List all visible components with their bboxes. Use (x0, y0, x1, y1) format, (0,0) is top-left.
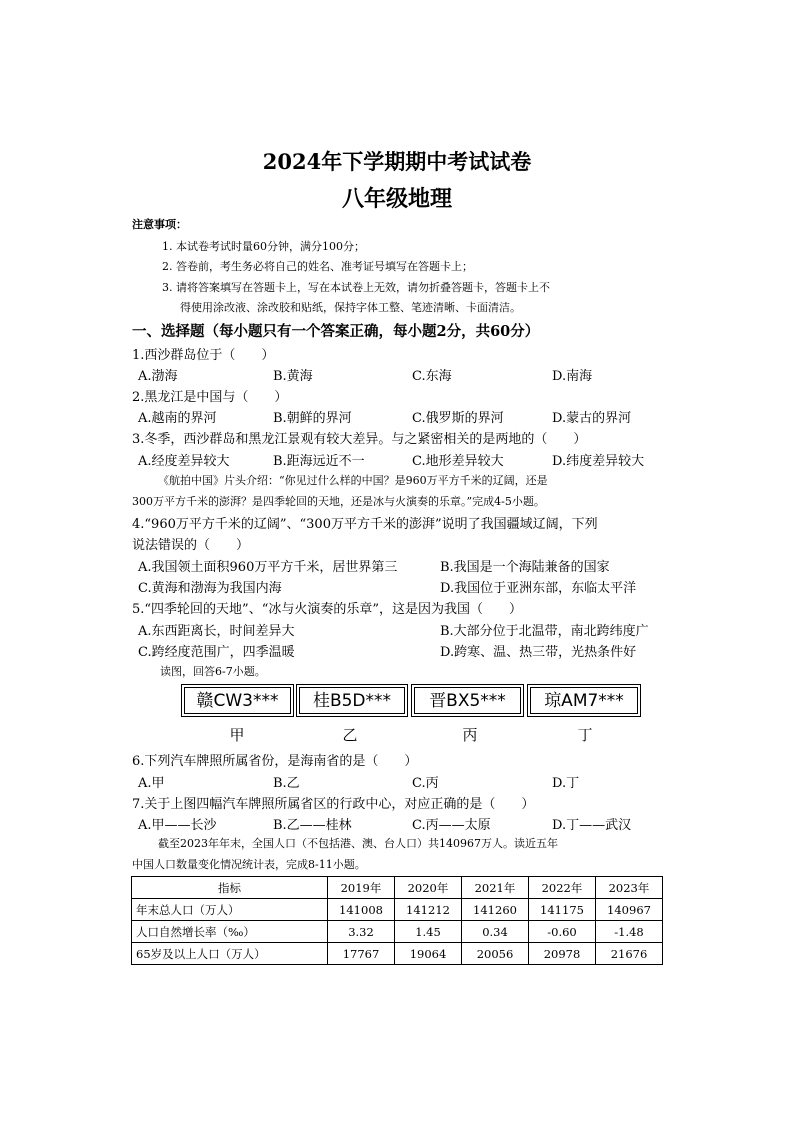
q2-option-c: C.俄罗斯的界河 (412, 411, 504, 426)
license-plate-yi-text: 桂B5D*** (299, 687, 405, 714)
q3-option-c: C.地形差异较大 (412, 454, 504, 469)
table-cell: 141008 (328, 899, 395, 921)
table-cell: 141212 (395, 899, 462, 921)
q4-stem-line-2: 说法错误的（ ） (132, 538, 250, 553)
q2-option-a: A.越南的界河 (138, 411, 217, 426)
q3-option-a: A.经度差异较大 (138, 454, 230, 469)
table-header-cell: 2022年 (529, 877, 596, 899)
notice-item-1: 1. 本试卷考试时量60分钟，满分100分； (162, 240, 365, 253)
q2-option-b: B.朝鲜的界河 (273, 411, 352, 426)
table-row (132, 921, 663, 943)
q3-stem: 3.冬季，西沙群岛和黑龙江景观有较大差异。与之紧密相关的是两地的（ ） (132, 432, 587, 447)
table-cell: 年末总人口（万人） (132, 899, 328, 921)
exam-title: 2024年下学期期中考试试卷 (262, 149, 532, 174)
license-plate-yi (296, 684, 408, 717)
q5-option-c: C.跨经度范围广，四季温暖 (138, 645, 295, 660)
q3-option-d: D.纬度差异较大 (552, 454, 645, 469)
section-title: 一、选择题（每小题只有一个答案正确，每小题2分，共60分） (132, 323, 540, 340)
q6-option-b: B.乙 (273, 776, 300, 791)
license-plate-ding (527, 684, 641, 717)
license-plate-ding-text: 琼AM7*** (530, 687, 638, 714)
q1-option-a: A.渤海 (138, 369, 178, 384)
q1-option-d: D.南海 (552, 369, 593, 384)
passage-2-line-2: 中国人口数量变化情况统计表，完成8-11小题。 (132, 858, 366, 871)
table-cell: 20978 (529, 943, 596, 965)
q2-stem: 2.黑龙江是中国与（ ） (132, 390, 288, 405)
q7-stem: 7.关于上图四幅汽车牌照所属省区的行政中心，对应正确的是（ ） (132, 797, 535, 812)
q4-option-c: C.黄海和渤海为我国内海 (138, 581, 282, 596)
table-cell: 人口自然增长率（‰） (132, 921, 328, 943)
plate-label-bing: 丙 (462, 726, 478, 744)
table-row (132, 899, 663, 921)
table-cell: 17767 (328, 943, 395, 965)
table-row (132, 943, 663, 965)
table-header-cell: 2019年 (328, 877, 395, 899)
passage-1-line-2: 300万平方千米的澎湃？是四季轮回的天地，还是冰与火演奏的乐章。”完成4-5小题。 (132, 495, 545, 508)
table-cell: -1.48 (596, 921, 663, 943)
q1-stem: 1.西沙群岛位于（ ） (132, 348, 275, 363)
q4-option-d: D.我国位于亚洲东部，东临太平洋 (440, 581, 637, 596)
license-plate-jia (181, 684, 294, 717)
q2-option-d: D.蒙古的界河 (552, 411, 632, 426)
notice-heading: 注意事项： (132, 218, 187, 231)
passage-1-line-1: 《航拍中国》片头介绍：“你见过什么样的中国？是960万平方千米的辽阔，还是 (158, 474, 548, 487)
plate-label-yi: 乙 (342, 726, 358, 744)
exam-subtitle: 八年级地理 (341, 186, 452, 212)
q5-option-b: B.大部分位于北温带，南北跨纬度广 (440, 624, 649, 639)
q4-stem-line-1: 4.“960万平方千米的辽阔”、“300万平方千米的澎湃”说明了我国疆域辽阔，下列 (132, 517, 598, 532)
table-cell: -0.60 (529, 921, 596, 943)
table-cell: 65岁及以上人口（万人） (132, 943, 328, 965)
table-cell: 140967 (596, 899, 663, 921)
plate-label-jia: 甲 (229, 726, 245, 744)
q5-option-a: A.东西距离长，时间差异大 (138, 624, 295, 639)
table-cell: 0.34 (462, 921, 529, 943)
table-header-cell: 指标 (132, 877, 328, 899)
q4-option-a: A.我国领土面积960万平方千米，居世界第三 (138, 560, 398, 575)
q3-option-b: B.距海远近不一 (273, 454, 365, 469)
table-cell: 21676 (596, 943, 663, 965)
table-cell: 141260 (462, 899, 529, 921)
q6-option-c: C.丙 (412, 776, 439, 791)
q1-option-c: C.东海 (412, 369, 452, 384)
q1-option-b: B.黄海 (273, 369, 313, 384)
license-plate-jia-text: 赣CW3*** (184, 687, 291, 714)
table-header-cell: 2023年 (596, 877, 663, 899)
figure-intro: 读图，回答6-7小题。 (160, 665, 266, 678)
notice-item-3: 3. 请将答案填写在答题卡上，写在本试卷上无效，请勿折叠答题卡，答题卡上不 (162, 281, 550, 294)
license-plate-bing (411, 684, 524, 717)
table-header-row (132, 877, 663, 899)
q7-option-d: D.丁——武汉 (552, 818, 632, 833)
notice-item-3-cont: 得使用涂改液、涂改胶和贴纸，保持字体工整、笔迹清晰、卡面清洁。 (180, 301, 521, 314)
q4-option-b: B.我国是一个海陆兼备的国家 (440, 560, 610, 575)
q7-option-b: B.乙——桂林 (273, 818, 352, 833)
table-header-cell: 2020年 (395, 877, 462, 899)
population-table (131, 876, 663, 965)
q6-stem: 6.下列汽车牌照所属省份，是海南省的是（ ） (132, 754, 418, 769)
table-cell: 19064 (395, 943, 462, 965)
license-plate-bing-text: 晋BX5*** (414, 687, 521, 714)
table-cell: 141175 (529, 899, 596, 921)
notice-item-2: 2. 答卷前，考生务必将自己的姓名、准考证号填写在答题卡上； (162, 260, 473, 273)
passage-2-line-1: 截至2023年年末，全国人口（不包括港、澳、台人口）共140967万人。读近五年 (158, 837, 558, 850)
q6-option-a: A.甲 (138, 776, 165, 791)
table-cell: 20056 (462, 943, 529, 965)
q5-option-d: D.跨寒、温、热三带，光热条件好 (440, 645, 637, 660)
table-header-cell: 2021年 (462, 877, 529, 899)
q7-option-c: C.丙——太原 (412, 818, 491, 833)
q7-option-a: A.甲——长沙 (138, 818, 217, 833)
q5-stem: 5.“四季轮回的天地”、“冰与火演奏的乐章”，这是因为我国（ ） (132, 602, 522, 617)
table-cell: 1.45 (395, 921, 462, 943)
plate-label-ding: 丁 (577, 726, 593, 744)
q6-option-d: D.丁 (552, 776, 580, 791)
table-cell: 3.32 (328, 921, 395, 943)
